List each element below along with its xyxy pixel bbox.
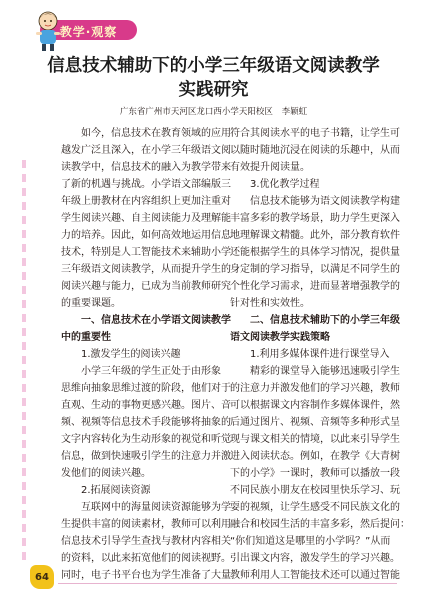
page-number-badge [30, 565, 54, 589]
body-line: 融合和校园生活的丰富多彩，然后提问： [230, 519, 410, 530]
body-line: 了新的机遇与挑战。小学语文部编版三 [61, 179, 231, 190]
article-title-line-1: 信息技术辅助下的小学三年级语文阅读教学 [47, 56, 380, 76]
body-line: “你们知道这是哪里的小学吗？”从而 [230, 536, 391, 547]
footer-rule [58, 583, 397, 584]
body-line: 互联网中的海量阅读资源能够为学 [81, 502, 231, 513]
body-line: 地理解课文精髓。此外，部分教育软件 [230, 230, 400, 241]
body-line: 针对性和实效性。 [230, 298, 310, 309]
decorative-stripe [22, 160, 26, 560]
body-line: 信息技术引导学生查找与教材内容相关 [61, 536, 231, 547]
section-heading: 一、信息技术在小学语文阅读教学 [81, 315, 231, 326]
body-line: 以随时随地沉浸在阅读的乐趣中，从而 [230, 145, 400, 156]
right-column [230, 125, 410, 584]
body-line: 的注意力并激发他们的学习兴趣，教师 [230, 383, 400, 394]
body-line: 教师利用人工智能技术还可以通过智能 [230, 570, 400, 581]
body-line: 后通过图片、视频、音频等多种形式呈 [230, 417, 400, 428]
left-column [61, 125, 231, 584]
body-line: 三年级语文阅读教学，从而提升学生的 [61, 264, 231, 275]
body-line: 现与课文相关的情境，以此来引导学生 [230, 434, 400, 445]
subsection-heading: 1.激发学生的阅读兴趣 [81, 349, 181, 360]
body-line: 越发广泛且深入，在小学三年级语文阅 [61, 145, 231, 156]
body-line: 力的培养。因此，如何高效地运用信息 [61, 230, 231, 241]
body-line: 的重要课题。 [61, 298, 121, 309]
body-line: 进入阅读状态。例如，在教学《大青树 [230, 451, 400, 462]
body-line: 技术，特别是人工智能技术来辅助小学 [61, 247, 231, 258]
body-line: 读教学中，信息技术的融入为教学带来 [61, 162, 231, 173]
body-line: 发他们的阅读兴趣。 [61, 468, 151, 479]
body-line: 下的小学》一课时，教师可以播放一段 [230, 468, 400, 479]
page-number: 64 [35, 571, 49, 583]
body-line: 阅读兴趣与能力，已成为当前教师研究 [61, 281, 231, 292]
section-heading: 中的重要性 [61, 332, 111, 343]
body-line: 身定制的学习指导，以满足不同学生的 [230, 264, 400, 275]
body-line: 年级上册教材在内容组织上更加注重对 [61, 196, 231, 207]
section-heading: 二、信息技术辅助下的小学三年级 [250, 315, 400, 326]
column-tag: 教学·观察 [59, 25, 118, 39]
subsection-heading: 2.拓展阅读资源 [81, 485, 151, 496]
body-line: 丰富多彩的教学场景，助力学生更深入 [230, 213, 400, 224]
subsection-heading: 3.优化教学过程 [250, 179, 320, 190]
body-line: 还能根据学生的具体学习情况，提供量 [230, 247, 400, 258]
body-line: 精彩的课堂导入能够迅速吸引学生 [250, 366, 400, 377]
body-line: 同时，电子书平台也为学生准备了大量 [61, 570, 231, 581]
child-mascot-icon [28, 8, 68, 52]
body-line: 直观、生动的事物更感兴趣。图片、音 [61, 400, 231, 411]
article-title [40, 54, 387, 102]
body-line: 思维向抽象思维过渡的阶段，他们对于 [61, 383, 231, 394]
subsection-heading: 1.利用多媒体课件进行课堂导入 [250, 349, 390, 360]
body-line: 如今，信息技术在教育领域的应用 [81, 128, 231, 139]
body-line: 信息技术能够为语文阅读教学构建 [250, 196, 400, 207]
body-line: 引出课文内容，激发学生的学习兴趣。 [230, 553, 400, 564]
section-heading: 语文阅读教学实践策略 [230, 332, 330, 343]
body-line: 信息，做到快速吸引学生的注意力并激 [61, 451, 231, 462]
body-line: 学生阅读兴趣、自主阅读能力及理解能 [61, 213, 231, 224]
body-line: 有效提升阅读量。 [230, 162, 310, 173]
body-line: 可以根据课文内容制作多媒体课件，然 [230, 400, 400, 411]
article-title-line-2: 实践研究 [178, 80, 249, 100]
body-line: 文字内容转化为生动形象的视觉和听觉 [61, 434, 231, 445]
body-line: 不同民族小朋友在校园里快乐学习、玩 [230, 485, 400, 496]
author-name: 李颖虹 [281, 107, 308, 117]
body-line: 频、视频等信息技术手段能够将抽象的 [61, 417, 231, 428]
body-line: 耍的视频，让学生感受不同民族文化的 [230, 502, 400, 513]
body-line: 生提供丰富的阅读素材，教师可以利用 [61, 519, 231, 530]
author-affiliation: 广东省广州市天河区龙口西小学天阳校区 [119, 107, 273, 117]
byline [60, 105, 367, 117]
body-line: 小学三年级的学生正处于由形象 [81, 366, 221, 377]
body-line: 符合其阅读水平的电子书籍，让学生可 [230, 128, 400, 139]
body-line: 个性化学习需求，进而显著增强教学的 [230, 281, 400, 292]
body-line: 的资料，以此来拓宽他们的阅读视野。 [61, 553, 231, 564]
